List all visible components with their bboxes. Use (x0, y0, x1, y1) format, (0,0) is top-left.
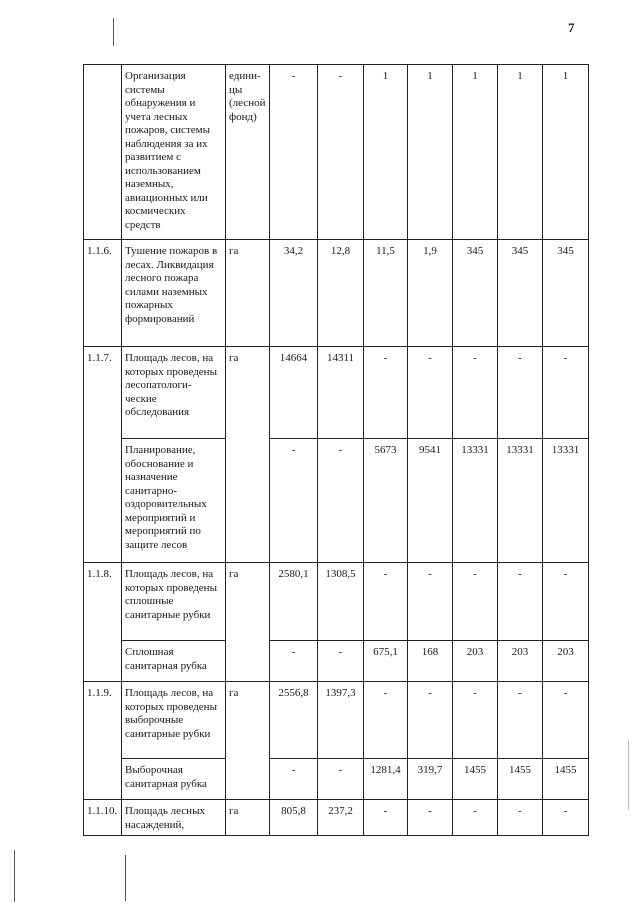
value-cell: 1 (364, 65, 408, 240)
row-name: Площадь лесных насаждений, (122, 800, 226, 836)
value-cell: - (498, 563, 543, 641)
value-cell: 805,8 (270, 800, 318, 836)
value-cell: - (543, 682, 589, 759)
row-name: Сплошная санитарная рубка (122, 641, 226, 682)
value-cell: - (318, 439, 364, 563)
value-cell: 319,7 (408, 759, 453, 800)
value-cell: 14311 (318, 347, 364, 439)
row-name: Организация системы обнаружения и учета лесных пожаров, системы наблюдения за их развитием с использованием наземных, авиационных или космических средств (122, 65, 226, 240)
value-cell: 13331 (543, 439, 589, 563)
value-cell: - (318, 641, 364, 682)
row-code: 1.1.7. (84, 347, 122, 563)
row-code: 1.1.8. (84, 563, 122, 682)
value-cell: 1281,4 (364, 759, 408, 800)
value-cell: - (408, 563, 453, 641)
table-row (84, 65, 589, 240)
table-row (84, 682, 589, 759)
value-cell: 237,2 (318, 800, 364, 836)
page-number: 7 (568, 20, 575, 35)
value-cell: - (270, 641, 318, 682)
value-cell: - (453, 682, 498, 759)
value-cell: - (543, 800, 589, 836)
value-cell: 1 (408, 65, 453, 240)
value-cell: 9541 (408, 439, 453, 563)
value-cell: 1308,5 (318, 563, 364, 641)
value-cell: 203 (498, 641, 543, 682)
value-cell: 1455 (543, 759, 589, 800)
value-cell: - (270, 65, 318, 240)
value-cell: 14664 (270, 347, 318, 439)
value-cell: 2580,1 (270, 563, 318, 641)
table-row (84, 240, 589, 347)
value-cell: - (408, 347, 453, 439)
margin-mark (125, 855, 126, 901)
value-cell: 203 (543, 641, 589, 682)
row-name: Площадь лесов, на которых проведены выборочные санитарные рубки (122, 682, 226, 759)
row-unit: га (226, 563, 270, 682)
row-code: 1.1.10. (84, 800, 122, 836)
value-cell: 1 (453, 65, 498, 240)
value-cell: 1455 (453, 759, 498, 800)
value-cell: - (498, 800, 543, 836)
table-row (84, 563, 589, 641)
value-cell: 34,2 (270, 240, 318, 347)
value-cell: - (498, 347, 543, 439)
row-code: 1.1.6. (84, 240, 122, 347)
table-row (84, 759, 589, 800)
row-code: 1.1.9. (84, 682, 122, 800)
value-cell: 12,8 (318, 240, 364, 347)
value-cell: 1455 (498, 759, 543, 800)
row-code (84, 65, 122, 240)
table-row (84, 641, 589, 682)
value-cell: 203 (453, 641, 498, 682)
value-cell: 345 (498, 240, 543, 347)
value-cell: - (270, 439, 318, 563)
value-cell: 1397,3 (318, 682, 364, 759)
value-cell: - (318, 759, 364, 800)
table-row (84, 439, 589, 563)
data-table (83, 64, 589, 836)
value-cell: - (453, 347, 498, 439)
value-cell: - (364, 563, 408, 641)
value-cell: 1 (543, 65, 589, 240)
row-unit: га (226, 240, 270, 347)
margin-mark (14, 850, 15, 902)
margin-mark (628, 740, 629, 810)
value-cell: - (543, 347, 589, 439)
value-cell: 345 (543, 240, 589, 347)
value-cell: - (453, 563, 498, 641)
value-cell: - (270, 759, 318, 800)
value-cell: 11,5 (364, 240, 408, 347)
margin-mark (113, 18, 114, 46)
value-cell: 345 (453, 240, 498, 347)
value-cell: - (498, 682, 543, 759)
row-name: Площадь лесов, на которых проведены лесопатологи-ческие обследования (122, 347, 226, 439)
value-cell: - (364, 800, 408, 836)
value-cell: 2556,8 (270, 682, 318, 759)
row-name: Планирование, обоснование и назначение санитарно-оздоровительных мероприятий и мероприятий по защите лесов (122, 439, 226, 563)
value-cell: 5673 (364, 439, 408, 563)
value-cell: 675,1 (364, 641, 408, 682)
row-name: Площадь лесов, на которых проведены сплошные санитарные рубки (122, 563, 226, 641)
row-unit: га (226, 347, 270, 563)
value-cell: - (364, 682, 408, 759)
table-row (84, 800, 589, 836)
value-cell: 13331 (453, 439, 498, 563)
value-cell: - (408, 800, 453, 836)
value-cell: - (318, 65, 364, 240)
row-name: Тушение пожаров в лесах. Ликвидация лесного пожара силами наземных пожарных формирований (122, 240, 226, 347)
value-cell: - (453, 800, 498, 836)
value-cell: - (364, 347, 408, 439)
value-cell: 1 (498, 65, 543, 240)
table-row (84, 347, 589, 439)
row-unit: едини-цы (лесной фонд) (226, 65, 270, 240)
value-cell: 13331 (498, 439, 543, 563)
row-name: Выборочная санитарная рубка (122, 759, 226, 800)
value-cell: 168 (408, 641, 453, 682)
value-cell: - (408, 682, 453, 759)
value-cell: - (543, 563, 589, 641)
row-unit: га (226, 682, 270, 800)
value-cell: 1,9 (408, 240, 453, 347)
row-unit: га (226, 800, 270, 836)
